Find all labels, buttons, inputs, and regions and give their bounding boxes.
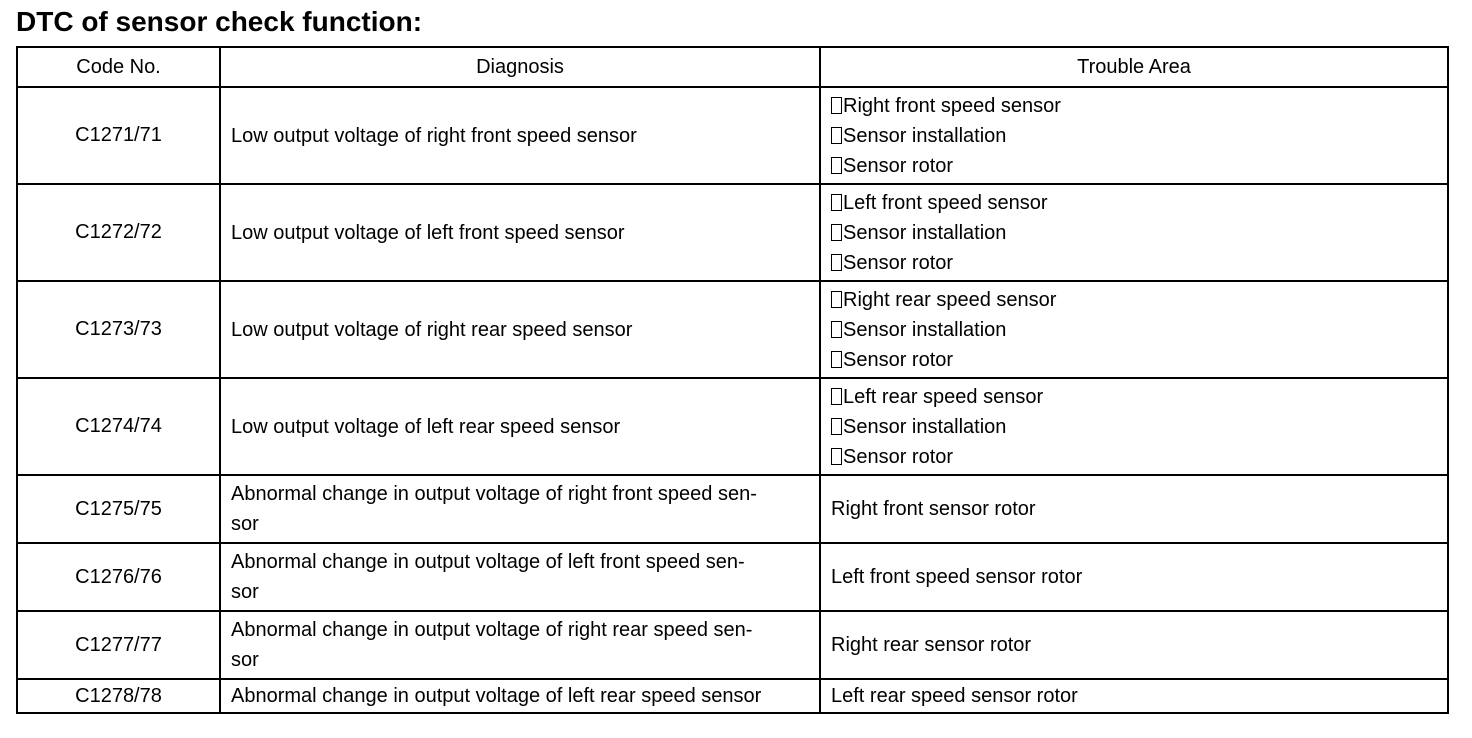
- code-cell: C1273/73: [17, 281, 220, 378]
- bullet-box-icon: [831, 418, 842, 435]
- diagnosis-cell: Low output voltage of left front speed sensor: [220, 184, 820, 281]
- code-cell: C1275/75: [17, 475, 220, 543]
- list-item: [831, 91, 1447, 121]
- trouble-area-cell: [820, 184, 1448, 281]
- code-cell: C1272/72: [17, 184, 220, 281]
- table-row: [17, 543, 1448, 611]
- bullet-box-icon: [831, 448, 842, 465]
- list-item: [831, 315, 1447, 345]
- bullet-box-icon: [831, 224, 842, 241]
- trouble-area-cell: Left front speed sensor rotor: [820, 543, 1448, 611]
- trouble-area-cell: Right front sensor rotor: [820, 475, 1448, 543]
- list-item-label: Right rear speed sensor: [843, 288, 1057, 311]
- table-row: [17, 475, 1448, 543]
- list-item-label: Sensor rotor: [843, 251, 954, 274]
- bullet-box-icon: [831, 351, 842, 368]
- diagnosis-line: Abnormal change in output voltage of right rear speed sen-: [231, 619, 753, 641]
- list-item: [831, 442, 1447, 472]
- diagnosis-line: sor: [231, 649, 259, 671]
- diagnosis-line: sor: [231, 581, 259, 603]
- table-row: [17, 281, 1448, 378]
- table-row: [17, 87, 1448, 184]
- diagnosis-cell: [220, 475, 820, 543]
- table-row: [17, 184, 1448, 281]
- list-item: [831, 345, 1447, 375]
- diagnosis-cell: Low output voltage of right front speed sensor: [220, 87, 820, 184]
- bullet-box-icon: [831, 194, 842, 211]
- list-item: [831, 188, 1447, 218]
- bullet-box-icon: [831, 291, 842, 308]
- list-item-label: Sensor installation: [843, 415, 1007, 438]
- diagnosis-cell: Low output voltage of left rear speed sensor: [220, 378, 820, 475]
- dtc-table: [16, 46, 1449, 714]
- list-item: [831, 121, 1447, 151]
- diagnosis-line: Abnormal change in output voltage of right front speed sen-: [231, 483, 757, 505]
- list-item-label: Sensor rotor: [843, 445, 954, 468]
- diagnosis-cell: [220, 611, 820, 679]
- diagnosis-cell: Low output voltage of right rear speed sensor: [220, 281, 820, 378]
- diagnosis-line: sor: [231, 513, 259, 535]
- bullet-box-icon: [831, 157, 842, 174]
- column-header-trouble-area: Trouble Area: [820, 47, 1448, 87]
- column-header-code: Code No.: [17, 47, 220, 87]
- table-row: [17, 611, 1448, 679]
- code-cell: C1278/78: [17, 679, 220, 713]
- list-item-label: Sensor rotor: [843, 348, 954, 371]
- trouble-area-cell: Right rear sensor rotor: [820, 611, 1448, 679]
- code-cell: C1274/74: [17, 378, 220, 475]
- list-item-label: Sensor installation: [843, 318, 1007, 341]
- bullet-box-icon: [831, 127, 842, 144]
- trouble-area-cell: [820, 87, 1448, 184]
- list-item-label: Right front speed sensor: [843, 94, 1061, 117]
- list-item-label: Sensor rotor: [843, 154, 954, 177]
- column-header-diagnosis: Diagnosis: [220, 47, 820, 87]
- bullet-box-icon: [831, 97, 842, 114]
- table-row: [17, 378, 1448, 475]
- list-item: [831, 285, 1447, 315]
- trouble-area-cell: [820, 281, 1448, 378]
- code-cell: C1276/76: [17, 543, 220, 611]
- list-item-label: Sensor installation: [843, 124, 1007, 147]
- diagnosis-cell: Abnormal change in output voltage of left rear speed sensor: [220, 679, 820, 713]
- trouble-area-cell: Left rear speed sensor rotor: [820, 679, 1448, 713]
- list-item: [831, 151, 1447, 181]
- list-item-label: Left front speed sensor: [843, 191, 1048, 214]
- list-item: [831, 382, 1447, 412]
- page-title: DTC of sensor check function:: [16, 6, 423, 37]
- bullet-box-icon: [831, 321, 842, 338]
- list-item-label: Sensor installation: [843, 221, 1007, 244]
- list-item-label: Left rear speed sensor: [843, 385, 1044, 408]
- bullet-box-icon: [831, 254, 842, 271]
- diagnosis-cell: [220, 543, 820, 611]
- list-item: [831, 248, 1447, 278]
- code-cell: C1277/77: [17, 611, 220, 679]
- table-row: [17, 679, 1448, 713]
- bullet-box-icon: [831, 388, 842, 405]
- trouble-area-cell: [820, 378, 1448, 475]
- code-cell: C1271/71: [17, 87, 220, 184]
- table-header-row: [17, 47, 1448, 87]
- diagnosis-line: Abnormal change in output voltage of left front speed sen-: [231, 551, 745, 573]
- list-item: [831, 218, 1447, 248]
- list-item: [831, 412, 1447, 442]
